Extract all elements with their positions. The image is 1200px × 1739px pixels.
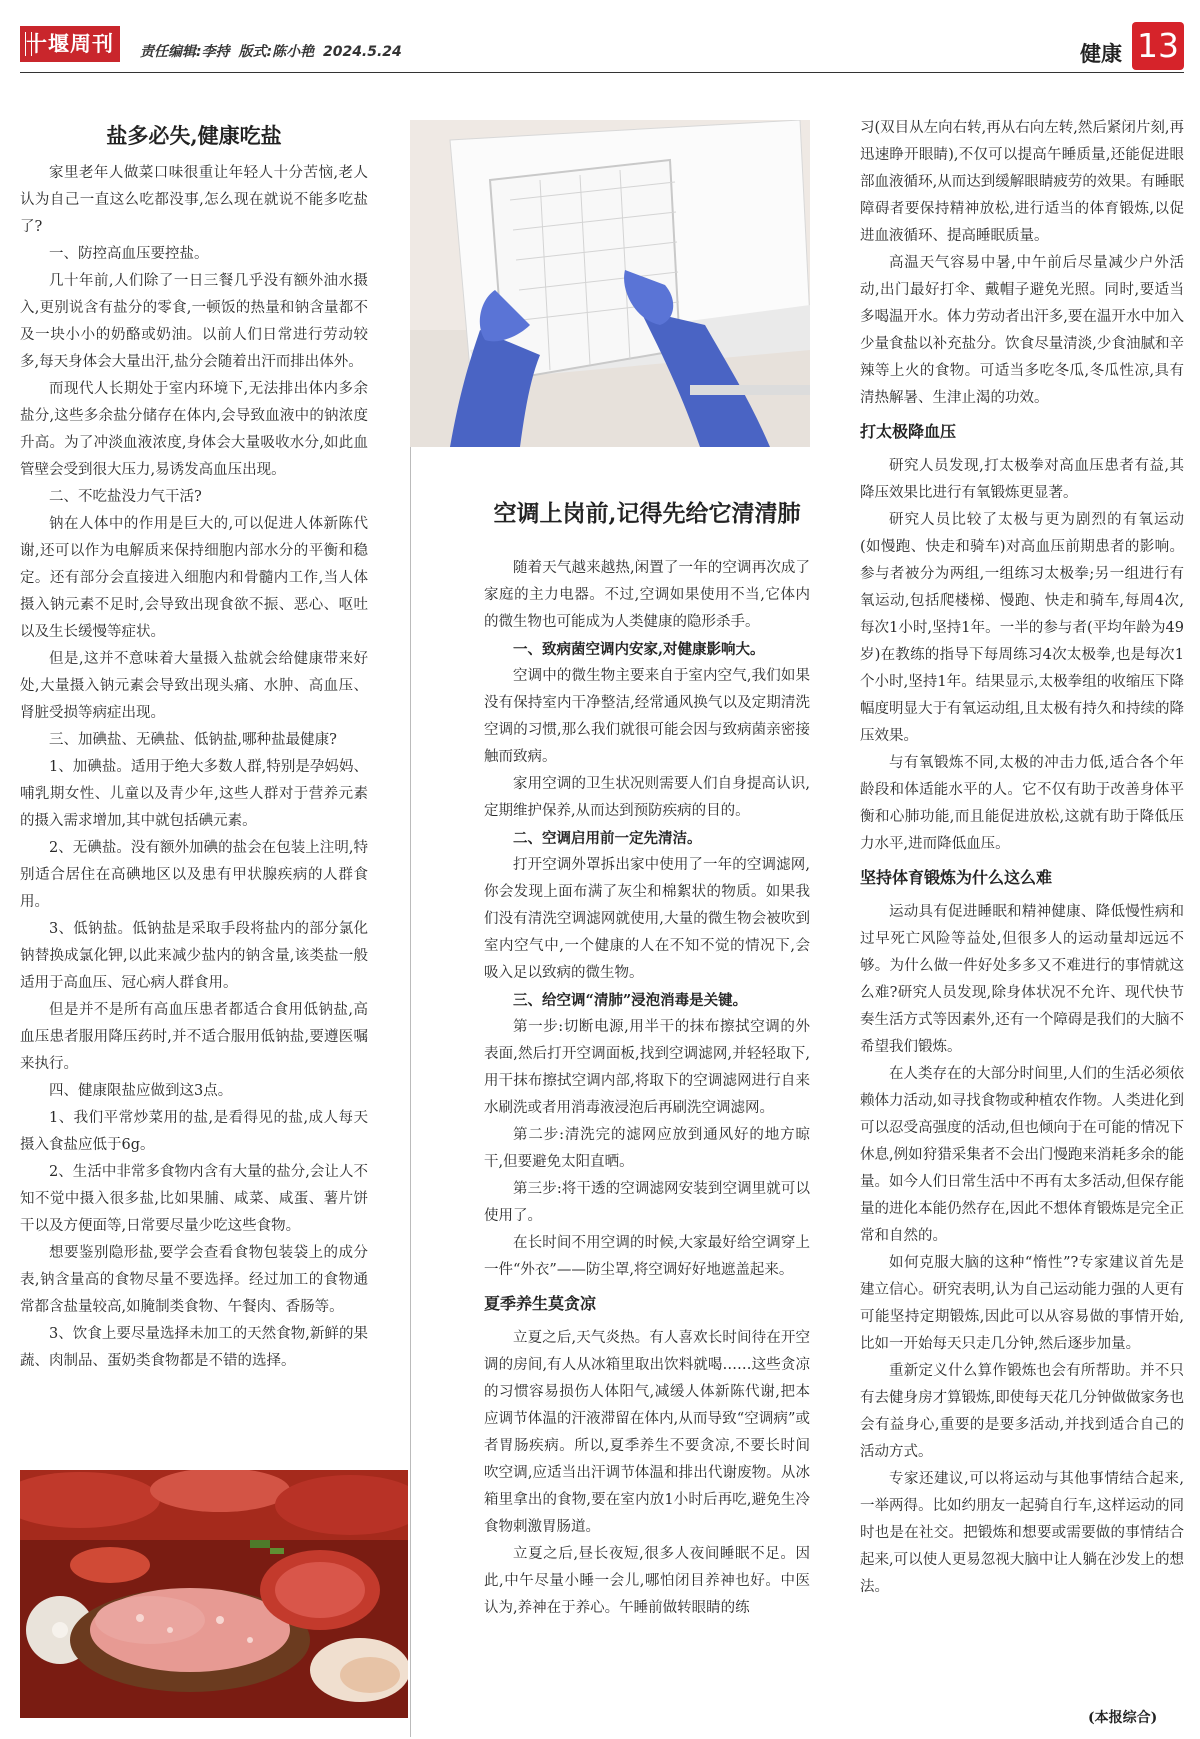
ac-article-body [484,555,810,1622]
paragraph: 如何克服大脑的这种“惰性”?专家建议首先是建立信心。研究表明,认为自己运动能力强的人更有可能坚持定期锻炼,因此可以从容易做的事情开始,比如一开始每天只走几分钟,然后逐步加量。 [860,1255,1184,1352]
paragraph: 第三步:将干透的空调滤网安装到空调里就可以使用了。 [484,1181,810,1224]
paragraph: 高温天气容易中暑,中午前后尽量减少户外活动,出门最好打伞、戴帽子避免光照。同时,要适当多喝温开水。体力劳动者出汗多,要在温开水中加入少量食盐以补充盐分。饮食尽量清淡,少食油腻和辛辣等上火的食物。可适当多吃冬瓜,冬瓜性凉,具有清热解暑、生津止渴的功效。 [860,255,1184,406]
paragraph: 但是并不是所有高血压患者都适合食用低钠盐,高血压患者服用降压药时,并不适合服用低钠盐,要遵医嘱来执行。 [20,1002,368,1072]
paragraph: 家用空调的卫生状况则需要人们自身提高认识,定期维护保养,从而达到预防疾病的目的。 [484,776,810,819]
header-rule [20,72,1184,73]
byline: (本报综合) [1088,1710,1158,1726]
paragraph: 2、生活中非常多食物内含有大量的盐分,会让人不知不觉中摄入很多盐,比如果脯、咸菜、咸蛋、薯片饼干以及方便面等,日常要尽量少吃这些食物。 [20,1164,368,1234]
paragraph: 在长时间不用空调的时候,大家最好给空调穿上一件“外衣”——防尘罩,将空调好好地遮盖起来。 [484,1235,810,1278]
issue-date: 2024.5.24 [322,44,402,60]
paragraph: 空调中的微生物主要来自于室内空气,我们如果没有保持室内干净整洁,经常通风换气以及定期清洗空调的习惯,那么我们就很可能会因与致病菌亲密接触而致病。 [484,668,810,765]
paragraph: 第二步:清洗完的滤网应放到通风好的地方晾干,但要避免太阳直晒。 [484,1127,810,1170]
section-heading: 夏季养生莫贪凉 [484,1294,597,1313]
right-column-body [860,115,1184,1601]
paragraph: 研究人员比较了太极与更为剧烈的有氧运动(如慢跑、快走和骑车)对高血压前期患者的影响。参与者被分为两组,一组练习太极拳;另一组进行有氧运动,包括爬楼梯、慢跑、快走和骑车,每周4次,每次1小时,坚持1年。一半的参与者(平均年龄为49岁)在教练的指导下每周练习4次太极拳,也是每次1个小时,坚持1年。结果显示,太极拳组的收缩压下降幅度明显大于有氧运动组,且太极有持久和持续的降压效果。 [860,512,1184,744]
column-divider [410,447,411,1737]
paragraph: 1、加碘盐。适用于绝大多数人群,特别是孕妈妈、哺乳期女性、儿童以及青少年,这些人群对于营养元素的摄入需求增加,其中就包括碘元素。 [20,759,368,829]
paragraph: 立夏之后,天气炎热。有人喜欢长时间待在开空调的房间,有人从冰箱里取出饮料就喝……这些贪凉的习惯容易损伤人体阳气,减缓人体新陈代谢,把本应调节体温的汗液滞留在体内,从而导致“空调病”或者胃肠疾病。所以,夏季养生不要贪凉,不要长时间吹空调,应适当出汗调节体温和排出代谢废物。从冰箱里拿出的食物,要在室内放1小时后再吃,避免生冷食物刺激胃肠道。 [484,1330,810,1535]
paragraph: 四、健康限盐应做到这3点。 [49,1083,233,1099]
ac-article-title: 空调上岗前,记得先给它清清肺 [493,500,801,527]
editor-credit: 责任编辑:李持 [140,44,230,60]
header-credits [140,41,406,61]
paragraph: 一、防控高血压要控盐。 [49,246,209,262]
salt-article-body [20,160,368,1375]
paragraph: 而现代人长期处于室内环境下,无法排出体内多余盐分,这些多余盐分储存在体内,会导致血液中的钠浓度升高。为了冲淡血液浓度,身体会大量吸收水分,如此血管壁会受到很大压力,易诱发高血压出现。 [20,381,368,478]
paragraph: 与有氧锻炼不同,太极的冲击力低,适合各个年龄段和体适能水平的人。它不仅有助于改善身体平衡和心肺功能,而且能促进放松,这就有助于降低压力水平,进而降低血压。 [860,755,1184,852]
paragraph: 随着天气越来越热,闲置了一年的空调再次成了家庭的主力电器。不过,空调如果使用不当,它体内的微生物也可能成为人类健康的隐形杀手。 [484,560,810,630]
subheading: 三、给空调“清肺”浸泡消毒是关键。 [513,992,748,1009]
paragraph: 研究人员发现,打太极拳对高血压患者有益,其降压效果比进行有氧锻炼更显著。 [860,458,1184,501]
paragraph: 立夏之后,昼长夜短,很多人夜间睡眠不足。因此,中午尽量小睡一会儿,哪怕闭目养神也好。中医认为,养神在于养心。午睡前做转眼睛的练 [484,1546,810,1616]
paragraph: 但是,这并不意味着大量摄入盐就会给健康带来好处,大量摄入钠元素会导致出现头痛、水肿、高血压、肾脏受损等病症出现。 [20,651,368,721]
paragraph: 1、我们平常炒菜用的盐,是看得见的盐,成人每天摄入食盐应低于6g。 [20,1110,368,1153]
air-conditioner-filter-photo [410,120,810,447]
layout-credit: 版式:陈小艳 [238,44,315,60]
cured-meat-illustration [20,1470,408,1718]
section-heading: 打太极降血压 [860,422,957,441]
paragraph-continued: 习(双目从左向右转,再从右向左转,然后紧闭片刻,再迅速睁开眼睛),不仅可以提高午睡质量,还能促进眼部血液循环,从而达到缓解眼睛疲劳的效果。有睡眠障碍者要保持精神放松,进行适当的体育锻炼,以促进血液循环、提高睡眠质量。 [860,120,1184,244]
paragraph: 家里老年人做菜口味很重让年轻人十分苦恼,老人认为自己一直这么吃都没事,怎么现在就说不能多吃盐了? [20,165,368,235]
salt-article-title: 盐多必失,健康吃盐 [106,123,282,148]
paragraph: 想要鉴别隐形盐,要学会查看食物包装袋上的成分表,钠含量高的食物尽量不要选择。经过加工的食物通常都含盐量较高,如腌制类食物、午餐肉、香肠等。 [20,1245,368,1315]
paragraph: 3、低钠盐。低钠盐是采取手段将盐内的部分氯化钠替换成氯化钾,以此来减少盐内的钠含量,该类盐一般适用于高血压、冠心病人群食用。 [20,921,368,991]
paragraph: 钠在人体中的作用是巨大的,可以促进人体新陈代谢,还可以作为电解质来保持细胞内部水分的平衡和稳定。还有部分会直接进入细胞内和骨髓内工作,当人体摄入钠元素不足时,会导致出现食欲不振、恶心、呕吐以及生长缓慢等症状。 [20,516,368,640]
paragraph: 专家还建议,可以将运动与其他事情结合起来,一举两得。比如约朋友一起骑自行车,这样运动的同时也是在社交。把锻炼和想要或需要做的事情结合起来,可以使人更易忽视大脑中让人躺在沙发上的想法。 [860,1471,1184,1595]
subheading: 一、致病菌空调内安家,对健康影响大。 [513,641,765,658]
subheading: 二、空调启用前一定先清洁。 [513,830,702,847]
paragraph: 3、饮食上要尽量选择未加工的天然食物,新鲜的果蔬、肉制品、蛋奶类食物都是不错的选择。 [20,1326,368,1369]
paragraph: 三、加碘盐、无碘盐、低钠盐,哪种盐最健康? [49,732,337,748]
paragraph: 二、不吃盐没力气干活? [49,489,202,505]
paragraph: 第一步:切断电源,用半干的抹布擦拭空调的外表面,然后打开空调面板,找到空调滤网,并轻轻取下,用干抹布擦拭空调内部,将取下的空调滤网进行自来水刷洗或者用消毒液浸泡后再刷洗空调滤网。 [484,1019,810,1116]
section-heading: 坚持体育锻炼为什么这么难 [860,868,1053,887]
cured-meat-photo [20,1470,408,1718]
paragraph: 运动具有促进睡眠和精神健康、降低慢性病和过早死亡风险等益处,但很多人的运动量却远远不够。为什么做一件好处多多又不难进行的事情就这么难?研究人员发现,除身体状况不允许、现代快节奏生活方式等因素外,还有一个障碍是我们的大脑不希望我们锻炼。 [860,904,1184,1055]
masthead-logo: 十堰周刊 [20,26,120,62]
paragraph: 打开空调外罩拆出家中使用了一年的空调滤网,你会发现上面布满了灰尘和棉絮状的物质。如果我们没有清洗空调滤网就使用,大量的微生物会被吹到室内空气中,一个健康的人在不知不觉的情况下,会吸入足以致病的微生物。 [484,857,810,981]
paragraph: 2、无碘盐。没有额外加碘的盐会在包装上注明,特别适合居住在高碘地区以及患有甲状腺疾病的人群食用。 [20,840,368,910]
paragraph: 重新定义什么算作锻炼也会有所帮助。并不只有去健身房才算锻炼,即使每天花几分钟做做家务也会有益身心,重要的是要多活动,并找到适合自己的活动方式。 [860,1363,1184,1460]
air-conditioner-illustration [410,120,810,447]
paragraph: 几十年前,人们除了一日三餐几乎没有额外油水摄入,更别说含有盐分的零食,一顿饭的热量和钠含量都不及一块小小的奶酪或奶油。以前人们日常进行劳动较多,每天身体会大量出汗,盐分会随着出汗而排出体外。 [20,273,368,370]
paragraph: 在人类存在的大部分时间里,人们的生活必须依赖体力活动,如寻找食物或种植农作物。人类进化到可以忍受高强度的活动,但也倾向于在可能的情况下休息,例如狩猎采集者不会出门慢跑来消耗多余的能量。如今人们日常生活中不再有太多活动,但保存能量的进化本能仍然存在,因此不想体育锻炼是完全正常和自然的。 [860,1066,1184,1244]
page-number-badge: 13 [1132,22,1184,70]
section-name: 健康 [1080,41,1122,66]
